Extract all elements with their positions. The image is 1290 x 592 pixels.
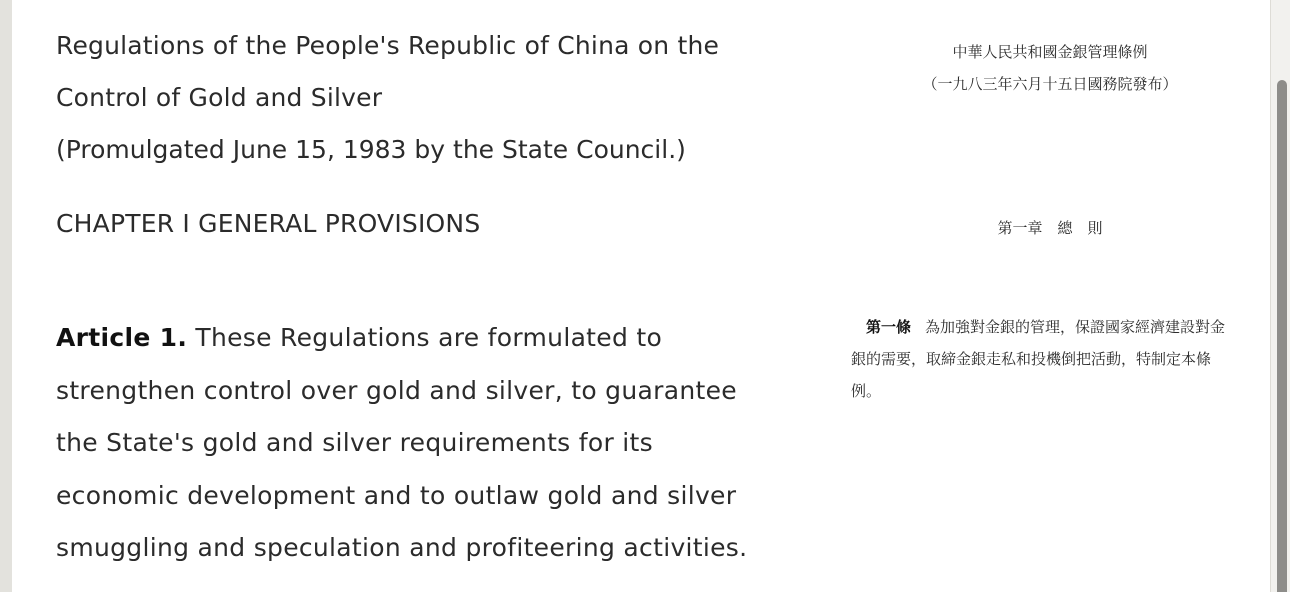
scrollbar-thumb[interactable] xyxy=(1277,80,1287,592)
chinese-article-1 xyxy=(851,311,1236,407)
left-page-gutter xyxy=(0,0,12,592)
chinese-header xyxy=(850,36,1250,100)
english-title-line1: Regulations of the People's Republic of China on the xyxy=(56,31,720,60)
english-title xyxy=(56,20,776,124)
chinese-chapter-heading: 第一章 總 則 xyxy=(997,219,1103,237)
english-article-1-label: Article 1. xyxy=(56,323,188,352)
vertical-scrollbar[interactable] xyxy=(1270,0,1290,592)
english-title-line2: Control of Gold and Silver xyxy=(56,83,383,112)
chinese-article-1-label: 第一條 xyxy=(866,318,912,336)
english-header xyxy=(56,20,776,176)
english-article-1 xyxy=(56,312,756,575)
english-article-1-text: These Regulations are formulated to strengthen control over gold and silver, to guarantee the State's gold and silver requirements for its economic development and to outlaw gold and silver smuggling and speculation and profiteering activities. xyxy=(56,323,748,562)
chinese-promulgation-note: （一九八三年六月十五日國務院發布） xyxy=(922,75,1178,93)
english-promulgation-note: (Promulgated June 15, 1983 by the State Council.) xyxy=(56,135,686,164)
chinese-title: 中華人民共和國金銀管理條例 xyxy=(952,43,1148,61)
chinese-article-1-text: 為加強對金銀的管理，保證國家經濟建設對金銀的需要，取締金銀走私和投機倒把活動，特制定本條例。 xyxy=(851,318,1226,400)
english-chapter-heading: CHAPTER I GENERAL PROVISIONS xyxy=(56,209,481,238)
